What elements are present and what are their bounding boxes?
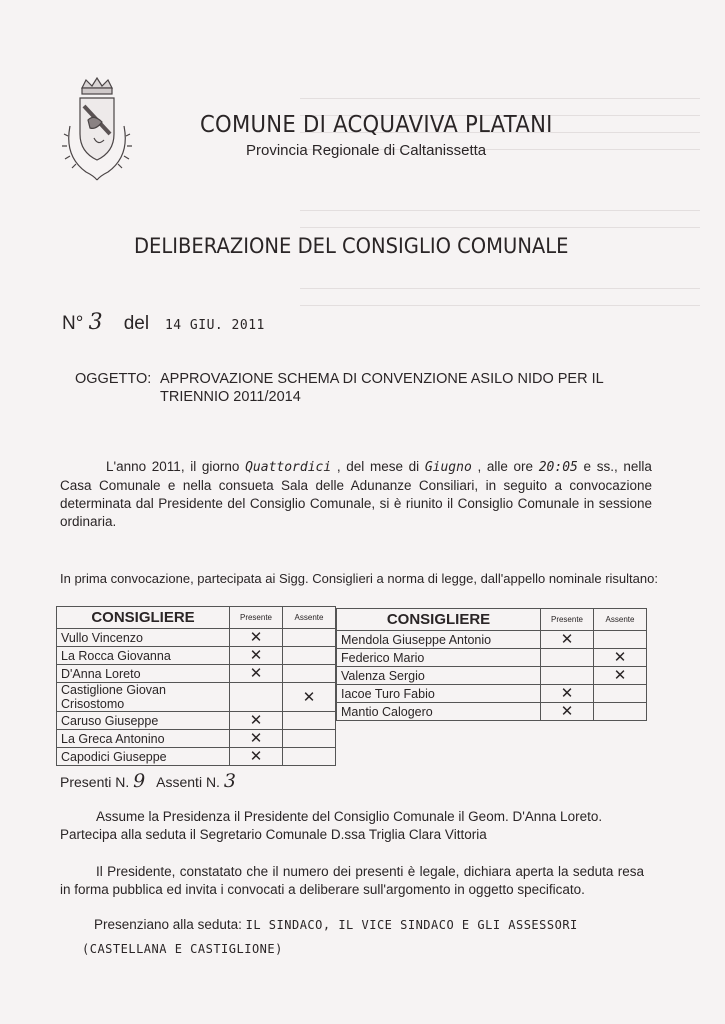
councillor-name: Caruso Giuseppe [57, 712, 230, 730]
present-mark: ✕ [230, 730, 283, 748]
secretary-text: Partecipa alla seduta il Segretario Comunale D.ssa Triglia Clara Vittoria [60, 827, 487, 842]
absent-mark: ✕ [594, 667, 647, 685]
table-row [57, 748, 336, 766]
councillor-name: La Rocca Giovanna [57, 647, 230, 665]
absent-mark [594, 685, 647, 703]
attendance-table-right [336, 608, 647, 721]
month-prefix: , del mese di [336, 459, 420, 474]
present-mark [230, 683, 283, 712]
col-header-name: CONSIGLIERE [337, 609, 541, 631]
table-row [57, 647, 336, 665]
absent-mark [594, 631, 647, 649]
attendance-table-left [56, 606, 336, 766]
province-name: Provincia Regionale di Caltanissetta [246, 142, 487, 159]
table-row [337, 631, 647, 649]
councillor-name: Castiglione Giovan Crisostomo [57, 683, 230, 712]
attendees-handwritten-1: IL SINDACO, IL VICE SINDACO E GLI ASSESSORI [245, 918, 578, 932]
absent-mark [283, 665, 336, 683]
date-stamp: 14 GIU. 2011 [164, 318, 265, 333]
present-mark: ✕ [541, 631, 594, 649]
month-handwritten: Giugno [424, 460, 472, 475]
table-row [57, 629, 336, 647]
subject-value: APPROVAZIONE SCHEMA DI CONVENZIONE ASILO NIDO PER IL TRIENNIO 2011/2014 [160, 371, 604, 405]
absent-label: Assenti N. [156, 774, 220, 790]
time-handwritten: 20:05 [538, 460, 578, 475]
councillor-name: Valenza Sergio [337, 667, 541, 685]
attendees-handwritten-2: (CASTELLANA E CASTIGLIONE) [82, 942, 283, 956]
present-mark: ✕ [230, 629, 283, 647]
absent-mark [283, 629, 336, 647]
presidency-text: Assume la Presidenza il Presidente del Consiglio Comunale il Geom. D'Anna Loreto. [96, 809, 603, 824]
number-label: N° [62, 313, 84, 334]
councillor-name: Iacoe Turo Fabio [337, 685, 541, 703]
attendees-block [82, 915, 694, 956]
present-mark: ✕ [541, 703, 594, 721]
absent-mark: ✕ [594, 649, 647, 667]
day-handwritten: Quattordici [245, 460, 332, 475]
councillor-name: D'Anna Loreto [57, 665, 230, 683]
present-mark: ✕ [541, 685, 594, 703]
present-mark [541, 667, 594, 685]
year-text: L'anno 2011, il giorno [106, 459, 240, 474]
opening-statement: Il Presidente, constatato che il numero dei presenti è legale, dichiara aperta la seduta resa in forma pubblica ed invita i convocati a deliberare sull'argomento in oggetto specificato. [60, 864, 644, 897]
col-header-present: Presente [541, 609, 594, 631]
absent-mark [283, 712, 336, 730]
table-row [57, 730, 336, 748]
absent-mark [283, 730, 336, 748]
table-row [337, 685, 647, 703]
attendance-totals [60, 770, 236, 792]
deliberation-number-line [62, 310, 265, 335]
table-row [57, 683, 336, 712]
subject-block [75, 370, 645, 405]
col-header-present: Presente [230, 607, 283, 629]
presidency-block [60, 808, 660, 844]
table-row [337, 649, 647, 667]
absent-count: 3 [223, 770, 236, 792]
present-count: 9 [133, 770, 146, 792]
attendees-label: Presenziano alla seduta: [94, 917, 242, 932]
date-label: del [123, 313, 150, 334]
table-row [57, 665, 336, 683]
col-header-absent: Assente [594, 609, 647, 631]
present-label: Presenti N. [60, 774, 130, 790]
councillor-name: Capodici Giuseppe [57, 748, 230, 766]
councillor-name: Mendola Giuseppe Antonio [337, 631, 541, 649]
absent-mark [283, 647, 336, 665]
meeting-continuation: nella Casa Comunale e nella consueta Sala delle Adunanze Consiliari, in seguito a convocazione determinata dal Presidente del Consiglio Comunale, si è riunito il Consiglio Comunale in sessione ordinaria. [60, 459, 652, 529]
absent-mark [594, 703, 647, 721]
absent-mark: ✕ [283, 683, 336, 712]
present-mark: ✕ [230, 712, 283, 730]
time-suffix: e ss., [583, 459, 618, 474]
municipality-name: COMUNE DI ACQUAVIVA PLATANI [200, 112, 553, 138]
convocation-text: In prima convocazione, partecipata ai Sigg. Consiglieri a norma di legge, dall'appello nominale risultano: [60, 571, 658, 586]
present-mark: ✕ [230, 665, 283, 683]
meeting-paragraph [60, 458, 652, 531]
present-mark [541, 649, 594, 667]
councillor-name: Federico Mario [337, 649, 541, 667]
document-title: DELIBERAZIONE DEL CONSIGLIO COMUNALE [134, 234, 569, 258]
present-mark: ✕ [230, 647, 283, 665]
councillor-name: Vullo Vincenzo [57, 629, 230, 647]
number-value: 3 [88, 310, 103, 335]
absent-mark [283, 748, 336, 766]
coat-of-arms-icon [58, 76, 136, 188]
councillor-name: Mantio Calogero [337, 703, 541, 721]
table-row [337, 667, 647, 685]
table-row [57, 712, 336, 730]
time-prefix: , alle ore [477, 459, 534, 474]
subject-label: OGGETTO: [75, 371, 152, 387]
col-header-absent: Assente [283, 607, 336, 629]
table-row [337, 703, 647, 721]
present-mark: ✕ [230, 748, 283, 766]
councillor-name: La Greca Antonino [57, 730, 230, 748]
col-header-name: CONSIGLIERE [57, 607, 230, 629]
